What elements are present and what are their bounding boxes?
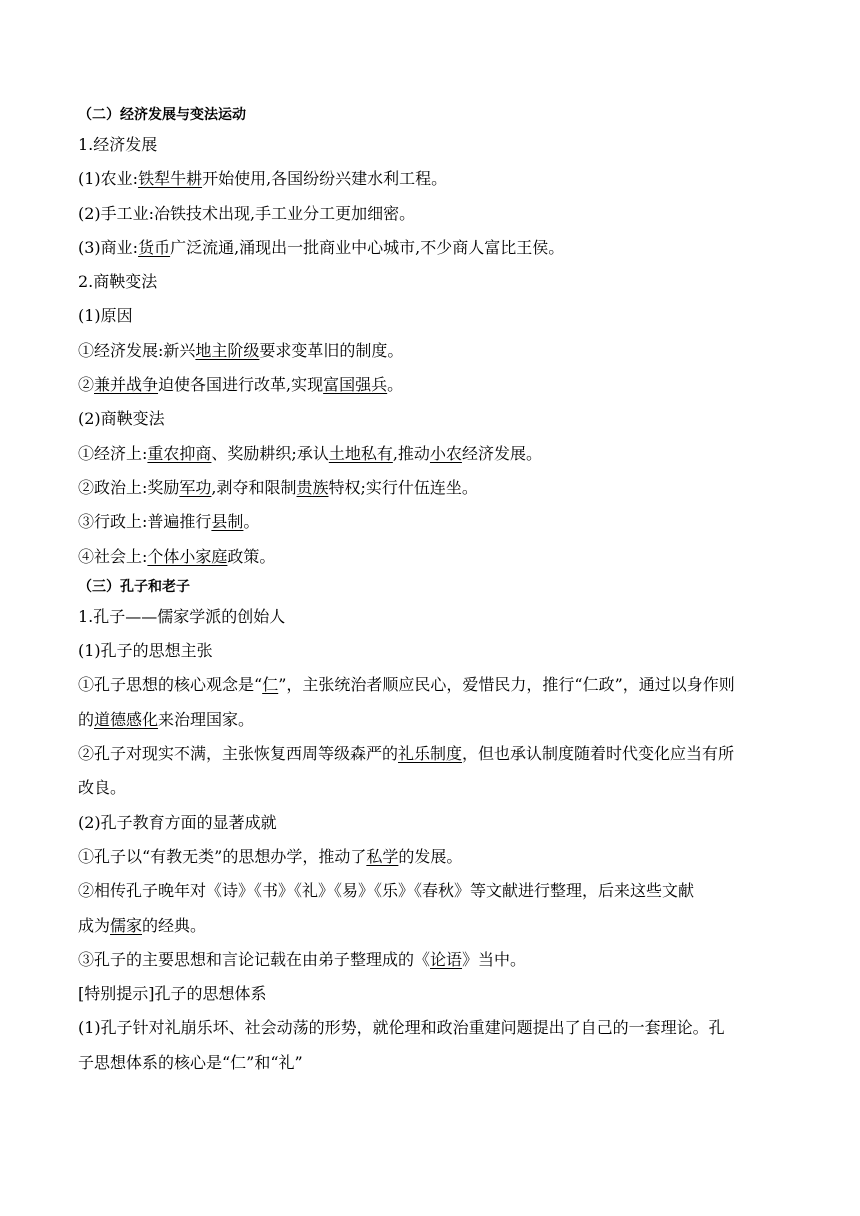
text-line [78, 806, 786, 840]
text-segment: 来治理国家。 [158, 709, 255, 729]
text-segment: ①经济上: [78, 443, 148, 463]
underlined-keyword: 私学 [366, 846, 399, 866]
underlined-keyword: 富国强兵 [323, 375, 388, 395]
text-segment: 开始使用,各国纷纷兴建水利工程。 [202, 169, 448, 189]
text-line [78, 334, 786, 368]
underlined-keyword: 地主阶级 [195, 340, 260, 360]
underlined-keyword: 县制 [211, 512, 244, 532]
text-segment: ② [78, 375, 95, 395]
text-segment: (2)商鞅变法 [78, 409, 165, 429]
underlined-keyword: 铁犁牛耕 [138, 169, 203, 189]
text-segment: (1)孔子的思想主张 [78, 641, 213, 661]
text-segment: (1)农业: [78, 169, 139, 189]
text-segment: 改良。 [78, 778, 127, 798]
text-line [78, 600, 786, 634]
text-line [78, 540, 786, 574]
text-segment: (1)孔子针对礼崩乐坏、社会动荡的形势，就伦理和政治重建问题提出了自己的一套理论。孔 [78, 1018, 725, 1038]
text-line [78, 703, 786, 737]
text-segment: 的 [78, 709, 95, 729]
text-line [78, 402, 786, 436]
text-line [78, 265, 786, 299]
underlined-keyword: 道德感化 [94, 709, 159, 729]
underlined-keyword: 货币 [138, 237, 171, 257]
text-line [78, 1046, 786, 1080]
text-segment: 成为 [78, 915, 111, 935]
text-segment: 经济发展。 [461, 443, 542, 463]
text-segment: 子思想体系的核心是“仁”和“礼” [78, 1052, 303, 1072]
text-segment: 1.孔子——儒家学派的创始人 [78, 606, 286, 626]
text-segment: (2)手工业:冶铁技术出现,手工业分工更加细密。 [78, 203, 416, 223]
text-segment: 政策。 [227, 546, 276, 566]
text-line [78, 197, 786, 231]
underlined-keyword: 礼乐制度 [398, 744, 463, 764]
text-segment: 。 [243, 512, 260, 532]
text-segment: 迫使各国进行改革,实现 [158, 375, 324, 395]
underlined-keyword: 儒家 [110, 915, 143, 935]
underlined-keyword: 军功 [179, 477, 212, 497]
text-line [78, 1011, 786, 1045]
text-segment: （二）经济发展与变法运动 [78, 107, 246, 123]
text-segment: 特权;实行什伍连坐。 [328, 477, 478, 497]
underlined-keyword: 个体小家庭 [147, 546, 228, 566]
text-segment: 的经典。 [142, 915, 207, 935]
text-segment: 2.商鞅变法 [78, 272, 158, 292]
text-segment: ①经济发展:新兴 [78, 340, 196, 360]
text-line [78, 874, 786, 908]
text-segment: ①孔子以“有教无类”的思想办学，推动了 [78, 846, 367, 866]
text-line [78, 840, 786, 874]
section-heading [78, 102, 786, 128]
text-segment: ①孔子思想的核心观念是“ [78, 675, 263, 695]
section-heading [78, 574, 786, 600]
text-line [78, 162, 786, 196]
text-segment: ②孔子对现实不满，主张恢复西周等级森严的 [78, 744, 399, 764]
text-line [78, 299, 786, 333]
text-line [78, 505, 786, 539]
text-segment: (1)原因 [78, 306, 133, 326]
text-segment: ,推动 [392, 443, 430, 463]
underlined-keyword: 兼并战争 [94, 375, 159, 395]
text-line [78, 368, 786, 402]
underlined-keyword: 贵族 [296, 477, 329, 497]
text-segment: 。 [387, 375, 404, 395]
text-segment: 1.经济发展 [78, 135, 158, 154]
text-segment: 》当中。 [462, 949, 527, 969]
text-segment: (2)孔子教育方面的显著成就 [78, 812, 277, 832]
text-line [78, 668, 786, 702]
text-segment: ③孔子的主要思想和言论记载在由弟子整理成的《 [78, 949, 431, 969]
text-line [78, 231, 786, 265]
underlined-keyword: 仁 [262, 675, 279, 695]
text-segment: ④社会上: [78, 546, 148, 566]
text-line [78, 128, 786, 162]
text-segment: （三）孔子和老子 [78, 578, 190, 595]
text-segment: ②相传孔子晚年对《诗》《书》《礼》《易》《乐》《春秋》等文献进行整理，后来这些文献 [78, 881, 695, 901]
text-line [78, 471, 786, 505]
document-body [78, 102, 786, 1080]
underlined-keyword: 论语 [430, 949, 463, 969]
underlined-keyword: 土地私有 [328, 443, 393, 463]
text-line [78, 634, 786, 668]
text-segment: 的发展。 [398, 846, 463, 866]
text-segment: 要求变革旧的制度。 [259, 340, 404, 360]
text-segment: 广泛流通,涌现出一批商业中心城市,不少商人富比王侯。 [170, 237, 565, 257]
underlined-keyword: 重农抑商 [147, 443, 212, 463]
text-line [78, 977, 786, 1011]
text-segment: ”，主张统治者顺应民心，爱惜民力，推行“仁政”，通过以身作则 [278, 675, 735, 695]
text-segment: ②政治上:奖励 [78, 477, 180, 497]
text-line [78, 909, 786, 943]
text-segment: 、奖励耕织;承认 [211, 443, 329, 463]
text-line [78, 437, 786, 471]
text-line [78, 737, 786, 771]
text-segment: ③行政上:普遍推行 [78, 512, 212, 532]
text-segment: [特别提示]孔子的思想体系 [78, 984, 267, 1004]
text-segment: (3)商业: [78, 237, 139, 257]
text-line [78, 943, 786, 977]
text-line [78, 771, 786, 805]
underlined-keyword: 小农 [429, 443, 462, 463]
text-segment: ,剥夺和限制 [211, 477, 297, 497]
text-segment: ，但也承认制度随着时代变化应当有所 [462, 744, 735, 764]
